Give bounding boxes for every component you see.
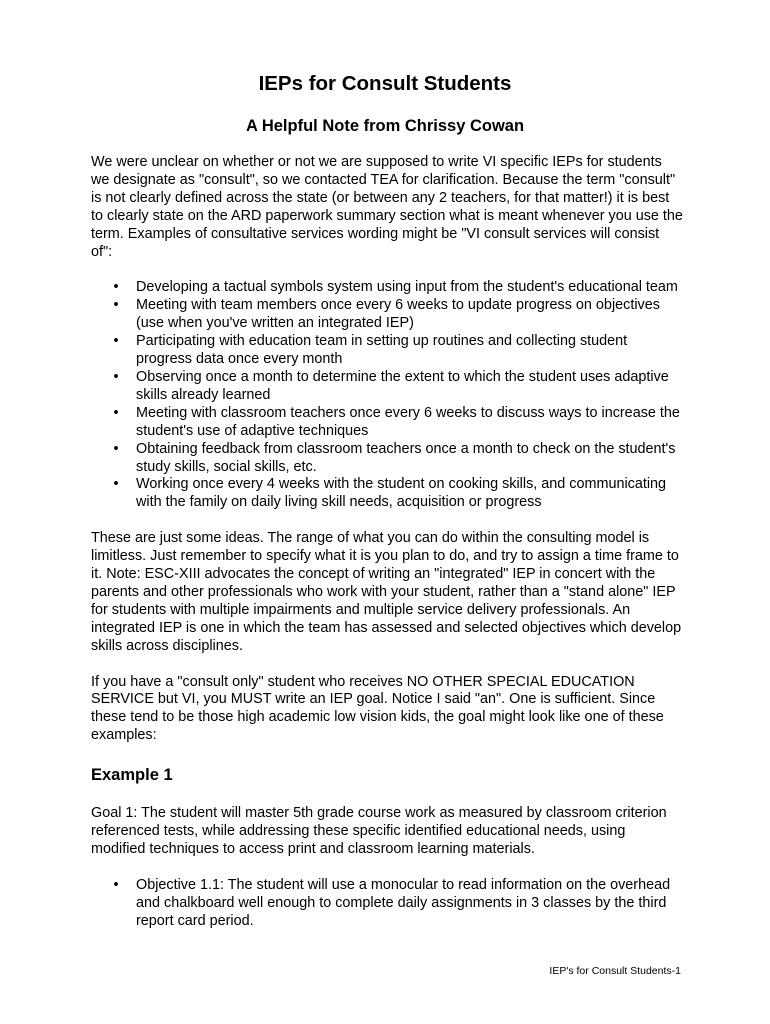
document-body: [91, 154, 683, 949]
bullet-icon: •: [113, 279, 119, 296]
list-item: [91, 297, 683, 333]
list-item: [91, 877, 683, 931]
bullet-icon: •: [113, 297, 119, 314]
list-item: [91, 369, 683, 405]
consult-only-paragraph: If you have a "consult only" student who receives NO OTHER SPECIAL EDUCATION SERVICE but VI, you MUST write an IEP goal. Notice I said "an". One is sufficient. Since these tend to be those high academic low vision kids, the goal might look like one of these examples:: [91, 673, 664, 744]
bullet-icon: •: [113, 876, 119, 893]
list-item-text: Observing once a month to determine the extent to which the student uses adaptive skills already learned: [136, 368, 669, 403]
list-item-text: Developing a tactual symbols system using input from the student's educational team: [136, 279, 678, 296]
list-item: [91, 405, 683, 441]
consult-services-list: [91, 279, 683, 512]
bullet-icon: •: [113, 368, 119, 385]
document-subtitle: A Helpful Note from Chrissy Cowan: [245, 117, 525, 135]
list-item-text: Participating with education team in setting up routines and collecting student progress data once every month: [136, 333, 628, 368]
list-item-text: Objective 1.1: The student will use a monocular to read information on the overhead and chalkboard well enough to complete daily assignments in 3 classes by the third report card period.: [136, 876, 671, 929]
list-item: [91, 279, 683, 297]
goal-paragraph: Goal 1: The student will master 5th grade course work as measured by classroom criterion referenced tests, while addressing these specific identified educational needs, using modified techniques to access print and classroom learning materials.: [91, 805, 667, 857]
list-item-text: Working once every 4 weeks with the student on cooking skills, and communicating with the family on daily living skill needs, acquisition or progress: [136, 476, 667, 511]
bullet-icon: •: [113, 404, 119, 421]
bullet-icon: •: [113, 440, 119, 457]
list-item-text: Meeting with team members once every 6 weeks to update progress on objectives (use when you've written an integrated IEP): [136, 297, 660, 332]
list-item-text: Obtaining feedback from classroom teachers once a month to check on the student's study skills, social skills, etc.: [136, 440, 676, 475]
objectives-list: [91, 877, 683, 931]
bullet-icon: •: [113, 476, 119, 493]
document-title: IEPs for Consult Students: [258, 72, 512, 95]
page-footer: IEP's for Consult Students-1: [549, 965, 681, 977]
list-item: [91, 441, 683, 477]
intro-paragraph: We were unclear on whether or not we are supposed to write VI specific IEPs for students we designate as "consult", so we contacted TEA for clarification. Because the term "consult" is not clearly defined across the state (or between any 2 teachers, for that matter!) it is best to clearly state on the ARD paperwork summary section what is meant whenever you use the term. Examples of consultative services wording might be "VI consult services will consist of":: [91, 154, 683, 260]
list-item: [91, 333, 683, 369]
list-item-text: Meeting with classroom teachers once every 6 weeks to discuss ways to increase the student's use of adaptive techniques: [136, 404, 680, 439]
bullet-icon: •: [113, 333, 119, 350]
ideas-paragraph: These are just some ideas. The range of what you can do within the consulting model is limitless. Just remember to specify what it is you plan to do, and try to assign a time frame to it. Note: ESC-XIII advocates the concept of writing an "integrated" IEP in concert with the parents and other professionals who work with your student, rather than a "stand alone" IEP for students with multiple impairments and multiple service delivery professionals. An integrated IEP is one in which the team has assessed and selected objectives which develop skills across disciplines.: [91, 530, 682, 654]
list-item: [91, 476, 683, 512]
example-heading: Example 1: [91, 766, 173, 785]
